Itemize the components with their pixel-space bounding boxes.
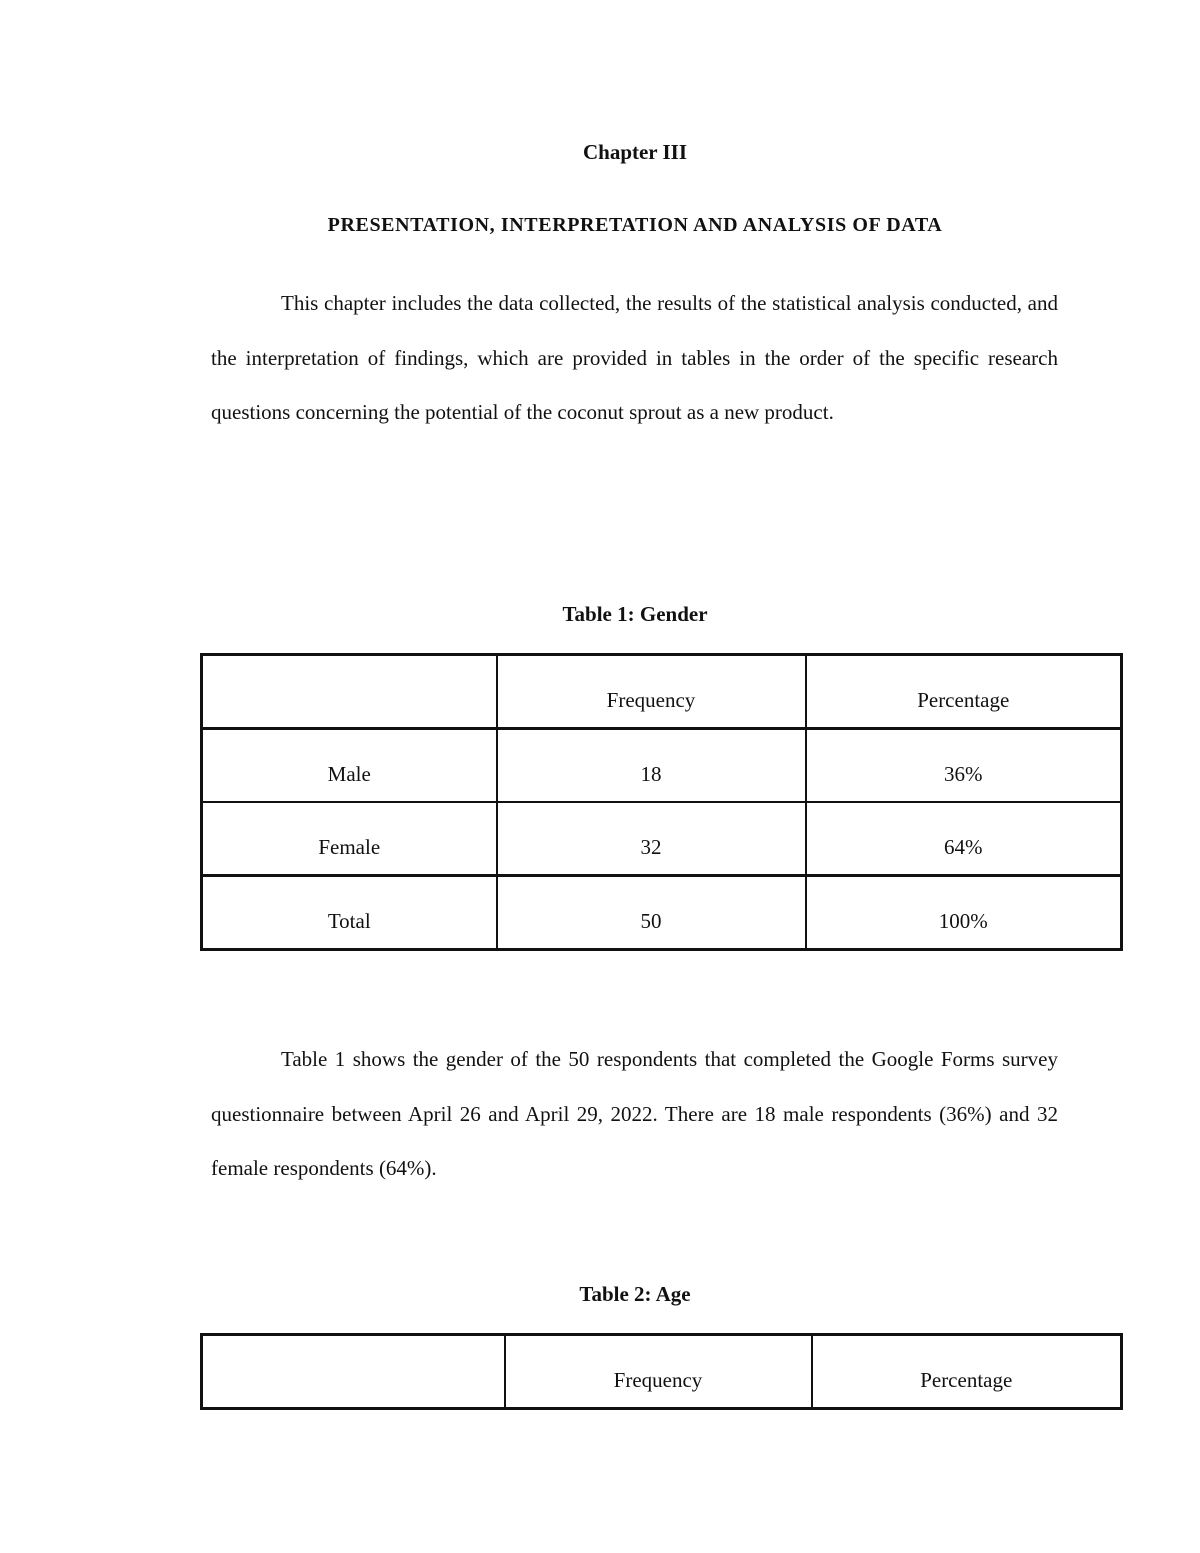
gender-table xyxy=(200,653,1123,951)
chapter-label: Chapter III xyxy=(582,140,688,164)
age-table xyxy=(200,1333,1123,1410)
table-1-paragraph: Table 1 shows the gender of the 50 respondents that completed the Google Forms survey questionnaire between April 26 and April 29, 2022. There are 18 male respondents (36%) and 32 female respondents (64%). xyxy=(211,1047,1058,1180)
table-cell: Total xyxy=(202,876,497,950)
table-header-cell: Percentage xyxy=(806,655,1122,729)
table-total-row xyxy=(202,876,1122,950)
table-cell: 36% xyxy=(806,729,1122,803)
intro-paragraph: This chapter includes the data collected, the results of the statistical analysis conducted, and the interpretation of findings, which are provided in tables in the order of the specific research questions concerning the potential of the coconut sprout as a new product. xyxy=(211,291,1058,424)
table-header-cell xyxy=(202,1335,505,1409)
table-2-caption: Table 2: Age xyxy=(579,1282,691,1306)
table-cell: 32 xyxy=(497,802,806,876)
table-header-cell: Frequency xyxy=(497,655,806,729)
table-1-caption: Table 1: Gender xyxy=(562,602,708,626)
table-cell: 18 xyxy=(497,729,806,803)
table-header-row xyxy=(202,1335,1122,1409)
table-header-cell xyxy=(202,655,497,729)
table-cell: 50 xyxy=(497,876,806,950)
table-row xyxy=(202,729,1122,803)
table-row xyxy=(202,802,1122,876)
table-header-row xyxy=(202,655,1122,729)
table-cell: Male xyxy=(202,729,497,803)
table-cell: 64% xyxy=(806,802,1122,876)
table-header-cell: Frequency xyxy=(505,1335,812,1409)
table-header-cell: Percentage xyxy=(812,1335,1122,1409)
table-cell: 100% xyxy=(806,876,1122,950)
chapter-title: PRESENTATION, INTERPRETATION AND ANALYSIS OF DATA xyxy=(327,214,943,236)
table-cell: Female xyxy=(202,802,497,876)
